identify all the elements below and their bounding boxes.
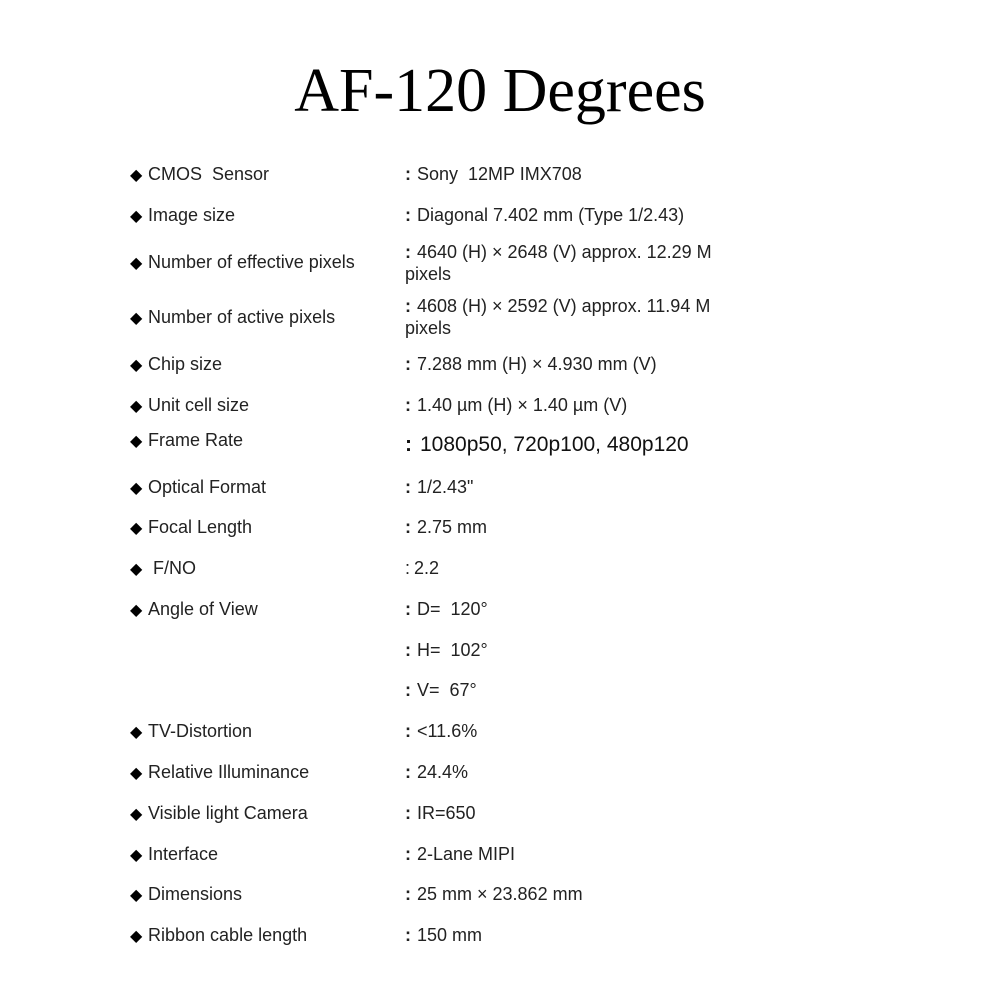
spec-value-diagonal (405, 598, 735, 620)
diamond-bullet-icon: ◆ (130, 561, 143, 578)
spec-label-text: Number of effective pixels (148, 252, 355, 272)
spec-value (405, 761, 735, 783)
spec-value (405, 883, 735, 905)
diamond-bullet-icon: ◆ (130, 520, 143, 537)
page-title: AF-120 Degrees (294, 57, 706, 125)
colon: : (405, 558, 411, 578)
spec-label-text: Interface (148, 844, 219, 864)
spec-value (405, 163, 735, 185)
spec-label (130, 924, 400, 948)
spec-value-text: 4640 (H) × 2648 (V) approx. 12.29 M pixels (405, 242, 712, 284)
spec-value-text: 1/2.43" (417, 477, 474, 497)
colon: : (405, 844, 411, 864)
diamond-bullet-icon: ◆ (130, 765, 143, 782)
spec-label (130, 163, 400, 187)
spec-label-text: Focal Length (148, 517, 253, 537)
diamond-bullet-icon: ◆ (130, 208, 143, 225)
colon: : (405, 599, 411, 619)
diamond-bullet-icon: ◆ (130, 887, 143, 904)
spec-value-text: 1080p50, 720p100, 480p120 (420, 433, 689, 456)
spec-value-text: 2.75 mm (417, 517, 488, 537)
spec-value (405, 353, 735, 375)
spec-value-text: H= 102° (417, 640, 488, 660)
spec-value-text: 24.4% (417, 762, 469, 782)
spec-value-text: Sony 12MP IMX708 (417, 164, 582, 184)
spec-value-text: V= 67° (417, 680, 477, 700)
spec-label-text: Optical Format (148, 477, 267, 497)
spec-value-horizontal (405, 639, 735, 661)
spec-value (405, 432, 735, 458)
spec-label-text: TV-Distortion (148, 721, 253, 741)
diamond-bullet-icon: ◆ (130, 255, 143, 272)
colon: : (405, 395, 411, 415)
spec-label (130, 394, 400, 418)
spec-label (130, 557, 400, 581)
spec-label (130, 429, 400, 453)
diamond-bullet-icon: ◆ (130, 847, 143, 864)
diamond-bullet-icon: ◆ (130, 480, 143, 497)
spec-value (405, 924, 735, 946)
colon: : (405, 517, 411, 537)
spec-value (405, 204, 735, 226)
spec-value-text: D= 120° (417, 599, 488, 619)
colon: : (405, 640, 411, 660)
spec-value-vertical (405, 679, 735, 701)
colon: : (405, 884, 411, 904)
diamond-bullet-icon: ◆ (130, 928, 143, 945)
colon: : (405, 721, 411, 741)
colon: : (405, 925, 411, 945)
colon: : (405, 354, 411, 374)
spec-label-text: Chip size (148, 354, 223, 374)
diamond-bullet-icon: ◆ (130, 167, 143, 184)
spec-value-text: Diagonal 7.402 mm (Type 1/2.43) (417, 205, 685, 225)
spec-label (130, 516, 400, 540)
colon: : (405, 477, 411, 497)
spec-value (405, 720, 735, 742)
spec-label-text: Unit cell size (148, 395, 250, 415)
spec-label-text: Ribbon cable length (148, 925, 308, 945)
spec-label-text: CMOS Sensor (148, 164, 270, 184)
spec-value-text: 2-Lane MIPI (417, 844, 516, 864)
spec-label (130, 476, 400, 500)
spec-label-text: Dimensions (148, 884, 243, 904)
colon: : (405, 205, 411, 225)
spec-value-text: IR=650 (417, 803, 476, 823)
spec-value-text: 25 mm × 23.862 mm (417, 884, 583, 904)
spec-label-text: Frame Rate (148, 430, 244, 450)
spec-value (405, 476, 735, 498)
spec-label (130, 204, 400, 228)
diamond-bullet-icon: ◆ (130, 310, 143, 327)
spec-value (405, 843, 735, 865)
diamond-bullet-icon: ◆ (130, 398, 143, 415)
spec-label (130, 306, 400, 330)
diamond-bullet-icon: ◆ (130, 602, 143, 619)
diamond-bullet-icon: ◆ (130, 357, 143, 374)
spec-value-text: 1.40 µm (H) × 1.40 µm (V) (417, 395, 628, 415)
spec-label (130, 843, 400, 867)
spec-value (405, 394, 735, 416)
spec-label-text: Visible light Camera (148, 803, 308, 823)
spec-value (405, 516, 735, 538)
spec-label (130, 720, 400, 744)
spec-value (405, 295, 735, 339)
colon: : (405, 762, 411, 782)
diamond-bullet-icon: ◆ (130, 433, 143, 450)
spec-value-text: 150 mm (417, 925, 483, 945)
colon: : (405, 296, 411, 316)
spec-label (130, 353, 400, 377)
spec-value-text: 2.2 (414, 558, 440, 578)
colon: : (405, 803, 411, 823)
spec-value-text: 4608 (H) × 2592 (V) approx. 11.94 M pixels (405, 296, 711, 338)
spec-label (130, 251, 400, 275)
diamond-bullet-icon: ◆ (130, 724, 143, 741)
spec-value (405, 802, 735, 824)
spec-label-text: Angle of View (148, 599, 258, 619)
spec-label-text: F/NO (148, 558, 196, 578)
colon: : (405, 680, 411, 700)
diamond-bullet-icon: ◆ (130, 806, 143, 823)
spec-label (130, 802, 400, 826)
spec-label-text: Relative Illuminance (148, 762, 310, 782)
spec-value (405, 241, 735, 285)
spec-label (130, 761, 400, 785)
spec-label (130, 883, 400, 907)
colon: : (405, 433, 412, 456)
spec-label (130, 598, 400, 622)
spec-value-text: <11.6% (417, 721, 478, 741)
colon: : (405, 164, 411, 184)
spec-label-text: Image size (148, 205, 236, 225)
colon: : (405, 242, 411, 262)
spec-label-text: Number of active pixels (148, 307, 336, 327)
spec-value-text: 7.288 mm (H) × 4.930 mm (V) (417, 354, 657, 374)
spec-value (405, 557, 735, 579)
